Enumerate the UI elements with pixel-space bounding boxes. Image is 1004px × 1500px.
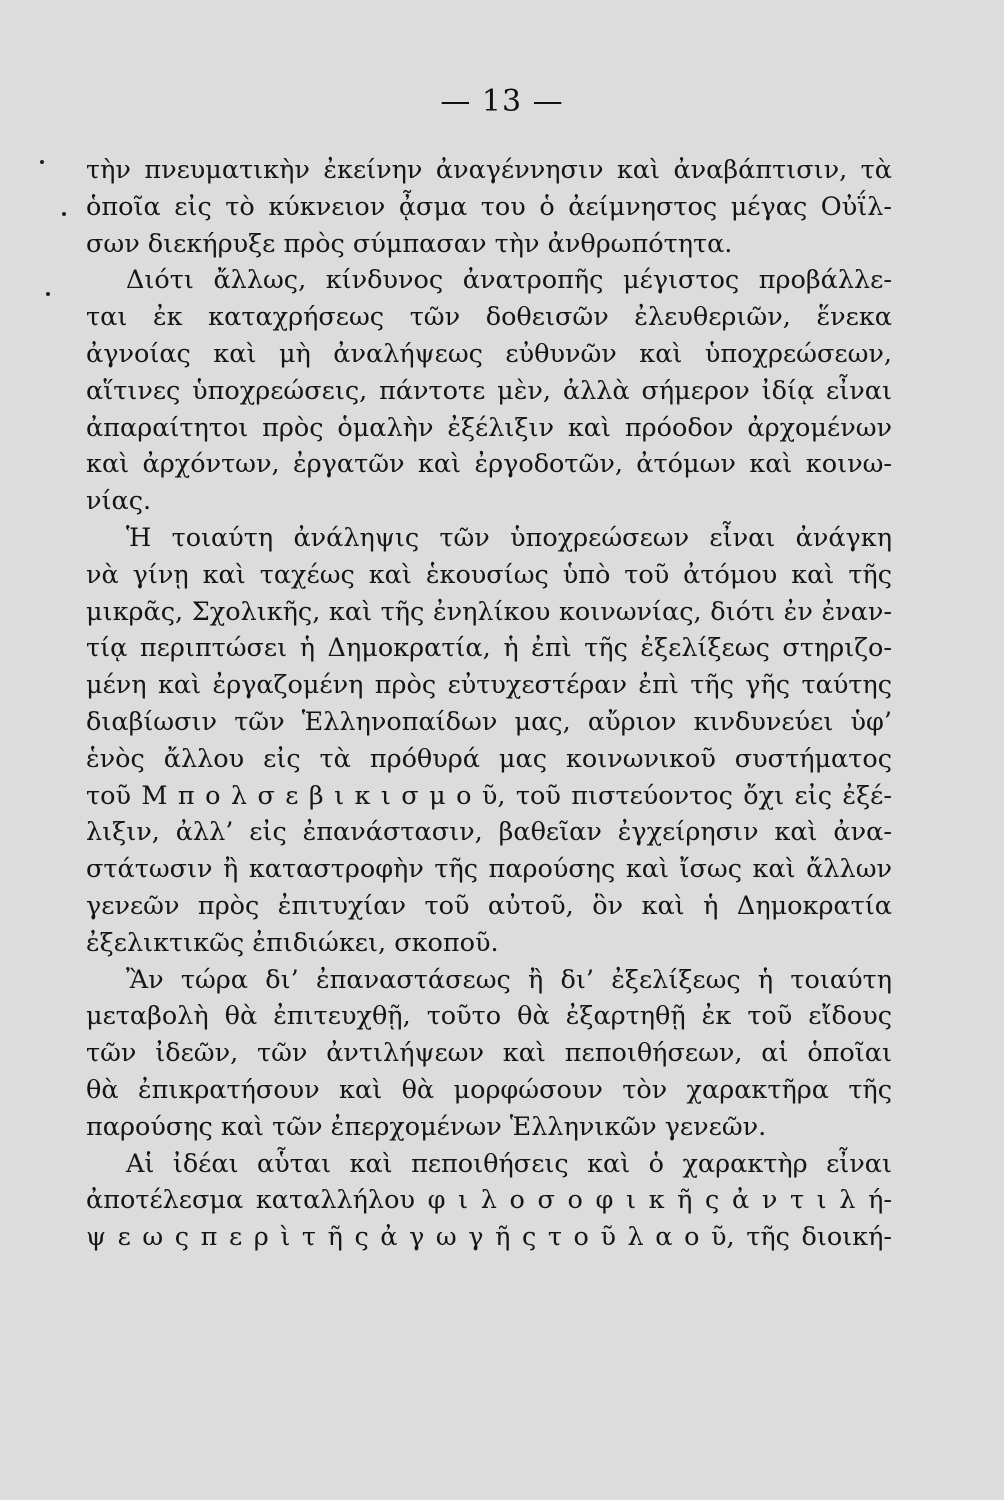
text-line: τίᾳ περιπτώσει ἡ Δημοκρατία, ἡ ἐπὶ τῆς ἐξελίξεως στηριζο- <box>86 633 892 664</box>
text-line: σων διεκήρυξε πρὸς σύμπασαν τὴν ἀνθρωπότητα. <box>86 228 733 259</box>
text-line: μεταβολὴ θὰ ἐπιτευχθῇ, τοῦτο θὰ ἐξαρτηθῇ ἐκ τοῦ εἴδους <box>86 1001 892 1032</box>
text-line: μικρᾶς, Σχολικῆς, καὶ τῆς ἐνηλίκου κοινωνίας, διότι ἐν ἐναν- <box>86 596 892 627</box>
text-line: νὰ γίνῃ καὶ ταχέως καὶ ἑκουσίως ὑπὸ τοῦ ἀτόμου καὶ τῆς <box>86 559 892 590</box>
text-line: θὰ ἐπικρατήσουν καὶ θὰ μορφώσουν τὸν χαρακτῆρα τῆς <box>86 1074 892 1105</box>
text-line: διαβίωσιν τῶν Ἑλληνοπαίδων μας, αὔριον κινδυνεύει ὑφ’ <box>86 706 892 737</box>
speck-mark <box>40 160 44 164</box>
body-text <box>86 152 892 1256</box>
text-line: Αἱ ἰδέαι αὗται καὶ πεποιθήσεις καὶ ὁ χαρακτὴρ εἶναι <box>126 1148 892 1179</box>
text-line: ἀγνοίας καὶ μὴ ἀναλήψεως εὐθυνῶν καὶ ὑποχρεώσεων, <box>86 338 892 369</box>
text-line: ἑνὸς ἄλλου εἰς τὰ πρόθυρά μας κοινωνικοῦ συστήματος <box>86 743 892 774</box>
text-line: στάτωσιν ἢ καταστροφὴν τῆς παρούσης καὶ ἴσως καὶ ἄλλων <box>86 854 892 885</box>
speck-mark <box>62 212 66 216</box>
text-line: τὴν πνευματικὴν ἐκείνην ἀναγέννησιν καὶ ἀναβάπτισιν, τὰ <box>86 155 892 185</box>
text-line: Ἡ τοιαύτη ἀνάληψις τῶν ὑποχρεώσεων εἶναι ἀνάγκη <box>126 522 892 553</box>
text-line: νίας. <box>86 486 152 517</box>
text-line: τῶν ἰδεῶν, τῶν ἀντιλήψεων καὶ πεποιθήσεων, αἱ ὁποῖαι <box>86 1038 892 1069</box>
text-line: τοῦ Μ π ο λ σ ε β ι κ ι σ μ ο ῦ, τοῦ πιστεύοντος ὄχι εἰς ἐξέ- <box>86 780 892 811</box>
text-line: Διότι ἄλλως, κίνδυνος ἀνατροπῆς μέγιστος προβάλλε- <box>126 265 892 296</box>
text-line: ψ ε ω ς π ε ρ ὶ τ ῆ ς ἀ γ ω γ ῆ ς τ ο ῦ λ α ο ῦ, τῆς διοική- <box>86 1222 892 1253</box>
text-line: παρούσης καὶ τῶν ἐπερχομένων Ἑλληνικῶν γενεῶν. <box>86 1111 767 1142</box>
text-line: λιξιν, ἀλλ’ εἰς ἐπανάστασιν, βαθεῖαν ἐγχείρησιν καὶ ἀνα- <box>86 817 892 848</box>
text-line: ἐξελικτικῶς ἐπιδιώκει, σκοποῦ. <box>86 927 499 958</box>
speck-mark <box>46 292 50 296</box>
text-line: ὁποῖα εἰς τὸ κύκνειον ᾆσμα του ὁ ἀείμνηστος μέγας Οὐΐλ- <box>86 191 892 222</box>
text-line: μένη καὶ ἐργαζομένη πρὸς εὐτυχεστέραν ἐπὶ τῆς γῆς ταύτης <box>86 670 892 701</box>
text-line: ται ἐκ καταχρήσεως τῶν δοθεισῶν ἐλευθεριῶν, ἕνεκα <box>86 302 892 333</box>
text-line: Ἂν τώρα δι’ ἐπαναστάσεως ἢ δι’ ἐξελίξεως ἡ τοιαύτη <box>126 964 892 995</box>
text-line: γενεῶν πρὸς ἐπιτυχίαν τοῦ αὐτοῦ, ὃν καὶ ἡ Δημοκρατία <box>86 890 892 921</box>
text-line: καὶ ἀρχόντων, ἐργατῶν καὶ ἐργοδοτῶν, ἀτόμων καὶ κοινω- <box>86 449 892 480</box>
text-line: αἵτινες ὑποχρεώσεις, πάντοτε μὲν, ἀλλὰ σήμερον ἰδίᾳ εἶναι <box>86 375 892 406</box>
text-line: ἀποτέλεσμα καταλλήλου φ ι λ ο σ ο φ ι κ ῆ ς ἀ ν τ ι λ ή- <box>86 1185 892 1216</box>
page-number: — 13 — <box>440 84 564 119</box>
text-line: ἀπαραίτητοι πρὸς ὁμαλὴν ἐξέλιξιν καὶ πρόοδον ἀρχομένων <box>86 412 892 443</box>
